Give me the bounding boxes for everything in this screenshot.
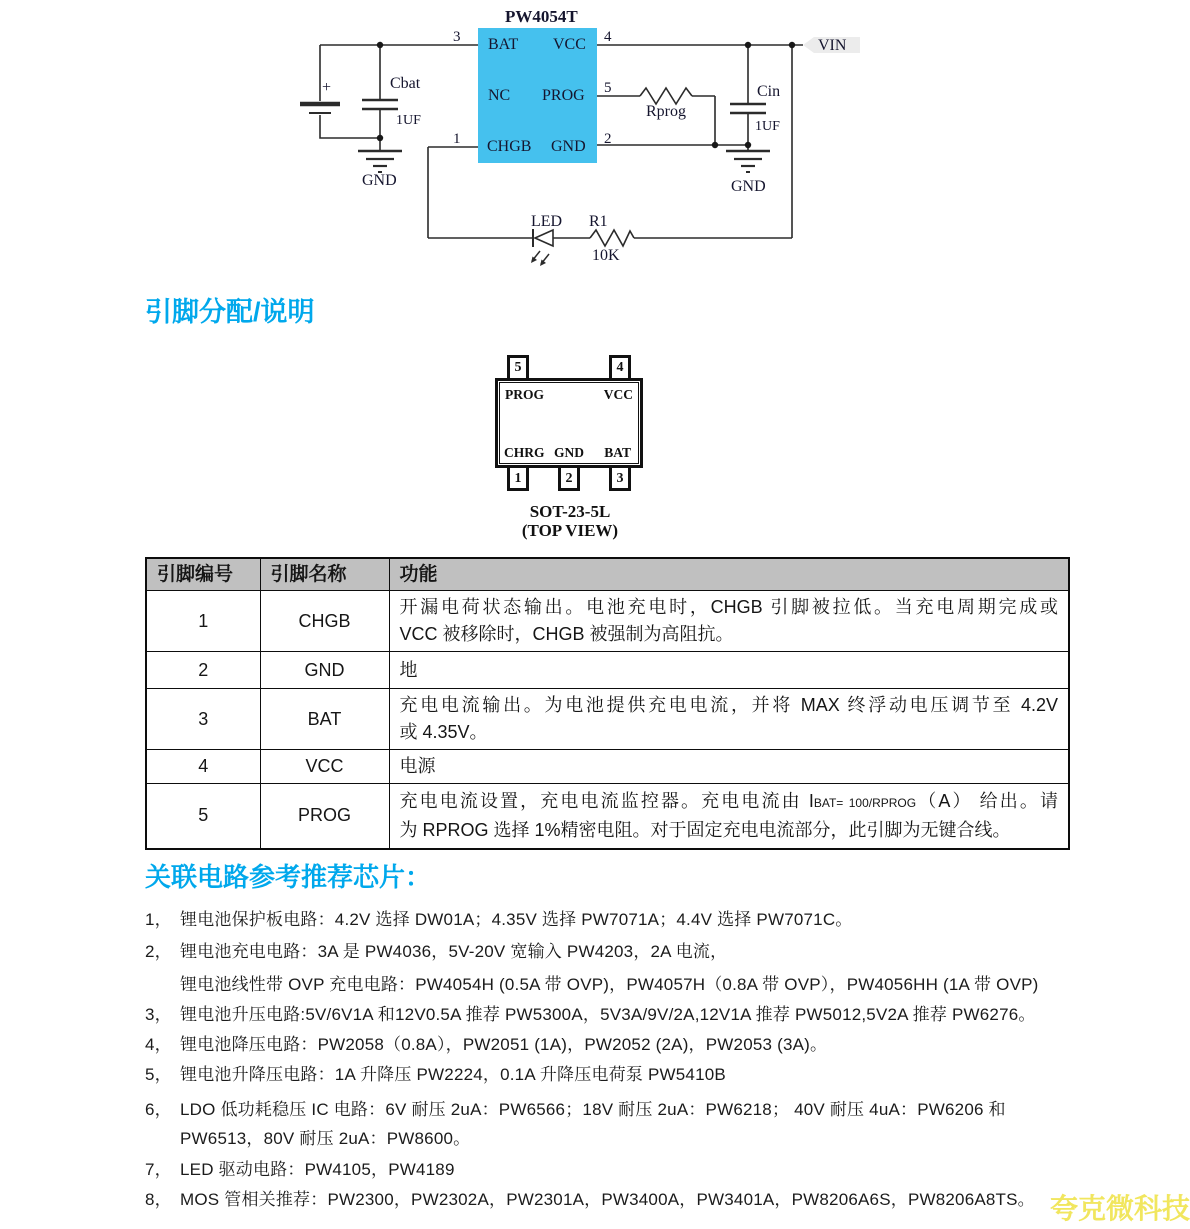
rprog-label: Rprog: [646, 103, 686, 120]
package-label-chrg: CHRG: [504, 444, 545, 460]
cin-value: 1UF: [755, 119, 780, 134]
led-label: LED: [531, 213, 563, 230]
chip-pin-nc: NC: [488, 87, 511, 104]
col-header-pin-name: 引脚名称: [260, 558, 389, 591]
circuit-diagram-svg: [0, 0, 1190, 280]
list-item: [145, 974, 1085, 996]
list-item: [145, 1099, 1085, 1121]
list-item-number: 8，: [145, 1190, 172, 1209]
chip-pin-bat: BAT: [488, 36, 519, 53]
vin-label: VIN: [818, 37, 847, 54]
list-item-number: 5，: [145, 1065, 172, 1084]
package-label-vcc: VCC: [603, 387, 633, 402]
pin-function: [389, 689, 1069, 750]
list-item-number: 2，: [145, 942, 172, 961]
table-row: [146, 591, 1069, 652]
cbat-value: 1UF: [396, 113, 421, 128]
pin-function: [389, 591, 1069, 652]
list-item-text: 锂电池充电电路：3A 是 PW4036，5V-20V 宽输入 PW4203，2A 电流，: [180, 942, 728, 961]
chip-pin-prog: PROG: [542, 87, 585, 104]
list-item-number: 3，: [145, 1005, 172, 1024]
list-item-text: 锂电池保护板电路：4.2V 选择 DW01A；4.35V 选择 PW7071A；4.4V 选择 PW7071C。: [180, 910, 853, 929]
section-heading-related-chips: 关联电路参考推荐芯片：: [145, 862, 432, 892]
battery-symbol: [300, 45, 380, 138]
gnd-label-right: GND: [731, 178, 766, 195]
list-item-number: 4，: [145, 1035, 172, 1054]
list-item-text: 锂电池线性带 OVP 充电电路：PW4054H (0.5A 带 OVP)，PW4057H（0.8A 带 OVP），PW4056HH (1A 带 OVP): [180, 975, 1039, 994]
col-header-pin-number: 引脚编号: [146, 558, 260, 591]
chip-title: PW4054T: [505, 7, 578, 26]
cbat-capacitor: [362, 45, 398, 150]
table-row: [146, 784, 1069, 849]
table-row: [146, 652, 1069, 689]
package-label-bat: BAT: [604, 444, 631, 460]
package-label-gnd: GND: [554, 444, 584, 460]
gnd-symbol-left: [358, 151, 402, 172]
package-label-prog: PROG: [505, 387, 544, 402]
cbat-label: Cbat: [390, 75, 421, 92]
package-body: [495, 378, 643, 468]
list-item-number: 1，: [145, 910, 172, 929]
pin-number-5: 5: [604, 80, 612, 96]
chip-pin-vcc: VCC: [553, 36, 586, 53]
pin-no: 4: [146, 750, 260, 784]
list-item-text: LED 驱动电路：PW4105，PW4189: [180, 1160, 455, 1179]
package-pin-5: 5: [507, 355, 529, 381]
list-item: [145, 1189, 1085, 1211]
col-header-function: 功能: [389, 558, 1069, 591]
table-row: [146, 689, 1069, 750]
pin-no: 2: [146, 652, 260, 689]
pin-function: 电源: [389, 750, 1069, 784]
list-item: [145, 909, 1085, 931]
led-triangle: [535, 230, 553, 246]
pin-function-line: 或 4.35V。: [399, 722, 488, 742]
pin-name: BAT: [260, 689, 389, 750]
pin-description-table: [145, 557, 1070, 850]
chip-pin-gnd: GND: [551, 138, 586, 155]
pin-function-line: 为 RPROG 选择 1%精密电阻。对于固定充电电流部分，此引脚为无键合线。: [399, 819, 1011, 840]
list-item: [145, 1159, 1085, 1181]
list-item-text: 锂电池降压电路：PW2058（0.8A），PW2051 (1A)，PW2052 (2A)，PW2053 (3A)。: [180, 1035, 828, 1054]
package-pin-2: 2: [558, 465, 580, 491]
list-item-number: 7，: [145, 1160, 172, 1179]
r1-value: 10K: [592, 247, 620, 264]
pin-no: 3: [146, 689, 260, 750]
list-item-text: 锂电池升降压电路：1A 升降压 PW2224，0.1A 升降压电荷泵 PW5410B: [180, 1065, 726, 1084]
list-item-text: MOS 管相关推荐：PW2300，PW2302A，PW2301A，PW3400A，PW3401A，PW8206A6S，PW8206A8TS。: [180, 1190, 1035, 1209]
battery-plus-sign: +: [322, 79, 332, 96]
list-item: [145, 941, 1085, 963]
pin-function-line: 开漏电荷状态输出。电池充电时，CHGB 引脚被拉低。当充电周期完成或: [399, 597, 1058, 617]
r1-label: R1: [589, 213, 608, 230]
package-diagram: [495, 355, 645, 505]
list-item: [145, 1034, 1085, 1056]
gnd-symbol-right: [726, 145, 770, 172]
prog-func-post: （A） 给出。请: [916, 790, 1059, 811]
list-item-text: PW6513，80V 耐压 2uA：PW8600。: [180, 1129, 471, 1148]
list-item: [145, 1004, 1085, 1026]
pin-name: VCC: [260, 750, 389, 784]
section-heading-pin-assignment: 引脚分配/说明: [145, 297, 315, 327]
pin-function: 地: [389, 652, 1069, 689]
table-header-row: [146, 558, 1069, 591]
pin-function: [389, 784, 1069, 849]
package-pin-4: 4: [609, 355, 631, 381]
pin-name: GND: [260, 652, 389, 689]
prog-func-pre: 充电电流设置，充电电流监控器。充电电流由 I: [399, 790, 814, 811]
pin-number-2: 2: [604, 131, 612, 147]
watermark-logo: 夸克微科技: [1050, 1193, 1190, 1224]
package-view: (TOP VIEW): [521, 521, 619, 540]
r1-resistor: [590, 230, 634, 246]
prog-func-subscript: BAT= 100/RPROG: [813, 795, 917, 810]
pin-function-line: [400, 788, 1059, 817]
pin-name: CHGB: [260, 591, 389, 652]
chip-pin-chgb: CHGB: [487, 138, 532, 155]
gnd-label-left: GND: [362, 172, 397, 189]
package-name: SOT-23-5L: [529, 502, 611, 521]
package-caption: [489, 502, 651, 540]
pin-number-1: 1: [453, 131, 461, 147]
list-item: [145, 1128, 1085, 1150]
pin-no: 1: [146, 591, 260, 652]
pin-function-line: VCC 被移除时，CHGB 被强制为高阻抗。: [399, 624, 734, 644]
package-pin-3: 3: [609, 465, 631, 491]
table-row: [146, 750, 1069, 784]
pin-no: 5: [146, 784, 260, 849]
pin-number-3: 3: [453, 29, 461, 45]
package-pin-1: 1: [507, 465, 529, 491]
list-item-text: LDO 低功耗稳压 IC 电路：6V 耐压 2uA：PW6566；18V 耐压 2uA：PW6218； 40V 耐压 4uA：PW6206 和: [180, 1100, 1006, 1119]
list-item-number: 6，: [145, 1100, 172, 1119]
pin-function-line: 充电电流输出。为电池提供充电电流，并将 MAX 终浮动电压调节至 4.2V: [399, 695, 1058, 715]
list-item-text: 锂电池升压电路:5V/6V1A 和12V0.5A 推荐 PW5300A，5V3A/9V/2A,12V1A 推荐 PW5012,5V2A 推荐 PW6276。: [180, 1005, 1036, 1024]
list-item: [145, 1064, 1085, 1086]
pin-name: PROG: [260, 784, 389, 849]
cin-label: Cin: [757, 83, 781, 100]
pin-number-4: 4: [604, 29, 612, 45]
